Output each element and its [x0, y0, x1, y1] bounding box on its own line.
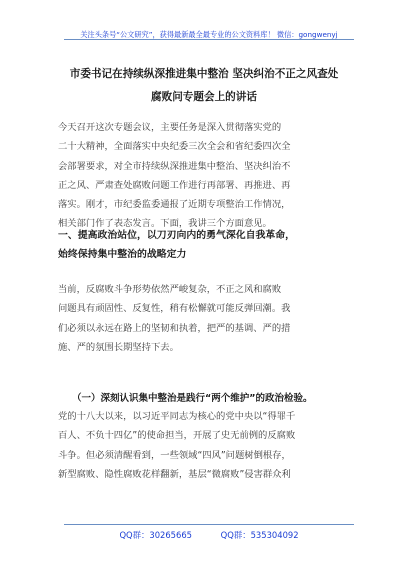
intro-paragraph — [58, 118, 350, 234]
intro-line: 今天召开这次专题会议，主要任务是深入贯彻落实党的 — [58, 122, 282, 133]
subsection-line: 党的十八大以来，以习近平同志为核心的党中央以“得罪千 — [58, 411, 296, 422]
section-paragraph — [58, 280, 350, 357]
qq-group-2: QQ群：535304092 — [220, 530, 299, 540]
intro-line: 落实。刚才，市纪委监委通报了近期专项整治工作情况， — [58, 199, 291, 211]
subsection-line: 斗争。但必须清醒看到，一些领域“四风”问题树倒根存， — [58, 449, 291, 461]
subsection-line: 百人、不负十四亿”的使命担当，开展了史无前例的反腐败 — [58, 430, 296, 442]
qq-group-1: QQ群：30265665 — [119, 530, 192, 540]
subsection-paragraph — [58, 407, 350, 484]
intro-line: 正之风、严肃查处腐败问题工作进行再部署、再推进、再 — [58, 179, 291, 191]
subsection-line: 新型腐败、隐性腐败花样翻新，基层“微腐败”侵害群众利 — [58, 468, 291, 480]
banner-text: 关注头条号“公文研究”，获得最新最全最专业的公文资料库！ 微信：gongwenyj — [80, 30, 338, 39]
intro-line: 相关部门作了表态发言。下面，我讲三个方面意见。 — [58, 218, 272, 230]
section-heading-line: 始终保持集中整治的战略定力 — [58, 249, 187, 260]
top-banner — [64, 22, 354, 40]
intro-line: 二十大精神，全面落实中央纪委三次全会和省纪委四次全 — [58, 141, 291, 153]
section-line: 问题具有顽固性、反复性，稍有松懈就可能反弹回潮。我 — [58, 303, 291, 315]
section-line: 当前，反腐败斗争形势依然严峻复杂，不正之风和腐败 — [58, 284, 282, 295]
document-title-line-1: 市委书记在持续纵深推进集中整治 坚决纠治不正之风查处 — [69, 68, 339, 80]
section-line: 们必须以永远在路上的坚韧和执着，把严的基调、严的措 — [58, 322, 291, 334]
document-title-line-2: 腐败问专题会上的讲话 — [151, 91, 257, 103]
subsection-heading: （一）深刻认识集中整治是践行“两个维护”的政治检验。 — [72, 393, 313, 404]
intro-line: 会部署要求，对全市持续纵深推进集中整治、坚决纠治不 — [58, 160, 291, 172]
section-heading-line: 一、提高政治站位，以刀刃向内的勇气深化自我革命， — [58, 230, 296, 241]
page-footer — [64, 524, 354, 545]
section-heading — [58, 226, 358, 264]
section-line: 施、严的氛围长期坚持下去。 — [58, 341, 179, 353]
